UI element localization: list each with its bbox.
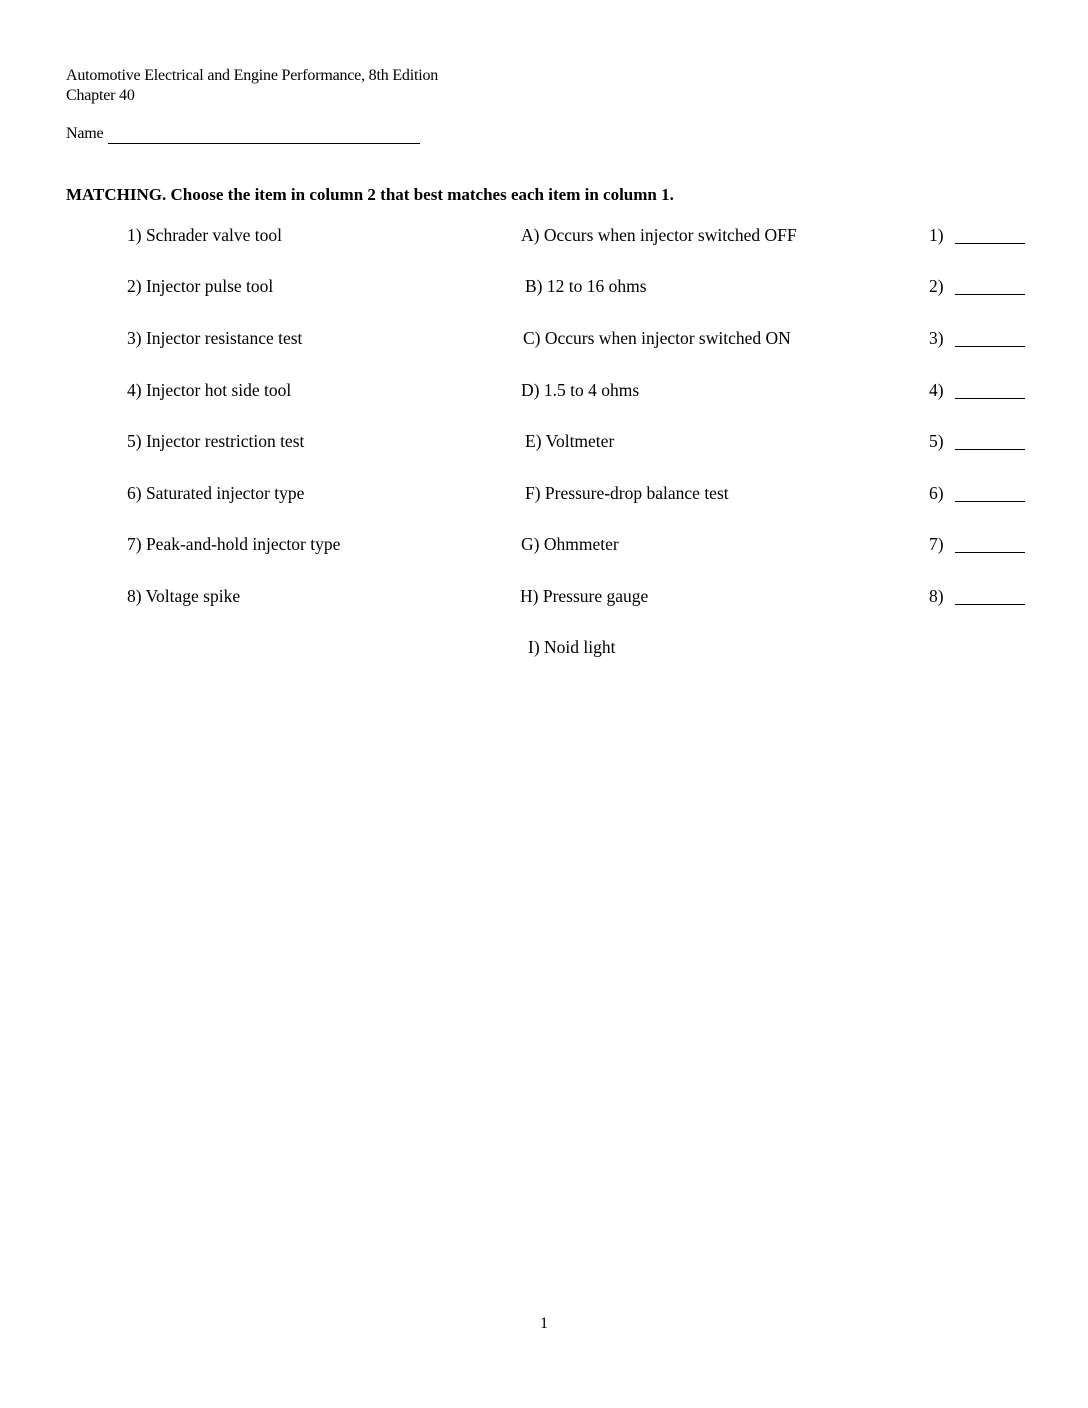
answer-number: 7) [929, 534, 944, 554]
column2-item: I) Noid light [528, 637, 616, 657]
column2-item: H) Pressure gauge [520, 586, 649, 606]
matching-row [0, 379, 1088, 403]
column2-item: C) Occurs when injector switched ON [523, 328, 791, 348]
name-label: Name [66, 125, 104, 142]
matching-row [0, 585, 1088, 609]
column2-item: E) Voltmeter [525, 431, 615, 451]
answer-number: 5) [929, 431, 944, 451]
matching-row [0, 224, 1088, 248]
answer-blank[interactable] [955, 243, 1025, 244]
column1-item: 3) Injector resistance test [127, 328, 303, 348]
answer-blank[interactable] [955, 501, 1025, 502]
matching-row [0, 482, 1088, 506]
column1-item: 5) Injector restriction test [127, 431, 305, 451]
answer-number: 8) [929, 586, 944, 606]
answer-blank[interactable] [955, 604, 1025, 605]
column1-item: 7) Peak-and-hold injector type [127, 534, 341, 554]
column1-item: 1) Schrader valve tool [127, 225, 283, 245]
matching-row [0, 275, 1088, 299]
answer-blank[interactable] [955, 398, 1025, 399]
name-field[interactable] [108, 143, 420, 144]
column1-item: 8) Voltage spike [127, 586, 241, 606]
matching-row [0, 533, 1088, 557]
matching-row [0, 430, 1088, 454]
answer-number: 1) [929, 225, 944, 245]
answer-blank[interactable] [955, 449, 1025, 450]
column1-item: 2) Injector pulse tool [127, 276, 274, 296]
answer-number: 2) [929, 276, 944, 296]
chapter-label: Chapter 40 [66, 87, 135, 104]
answer-number: 6) [929, 483, 944, 503]
matching-instructions: MATCHING. Choose the item in column 2 that best matches each item in column 1. [66, 185, 674, 204]
answer-number: 3) [929, 328, 944, 348]
column2-item: D) 1.5 to 4 ohms [521, 380, 640, 400]
column1-item: 6) Saturated injector type [127, 483, 305, 503]
answer-blank[interactable] [955, 552, 1025, 553]
column2-item: B) 12 to 16 ohms [525, 276, 647, 296]
matching-row [0, 636, 1088, 660]
answer-blank[interactable] [955, 346, 1025, 347]
matching-row [0, 327, 1088, 351]
column2-item: G) Ohmmeter [521, 534, 619, 554]
column2-item: A) Occurs when injector switched OFF [521, 225, 797, 245]
book-title: Automotive Electrical and Engine Performance, 8th Edition [66, 67, 439, 84]
column2-item: F) Pressure-drop balance test [525, 483, 729, 503]
answer-number: 4) [929, 380, 944, 400]
page-number: 1 [540, 1315, 548, 1332]
column1-item: 4) Injector hot side tool [127, 380, 292, 400]
answer-blank[interactable] [955, 294, 1025, 295]
